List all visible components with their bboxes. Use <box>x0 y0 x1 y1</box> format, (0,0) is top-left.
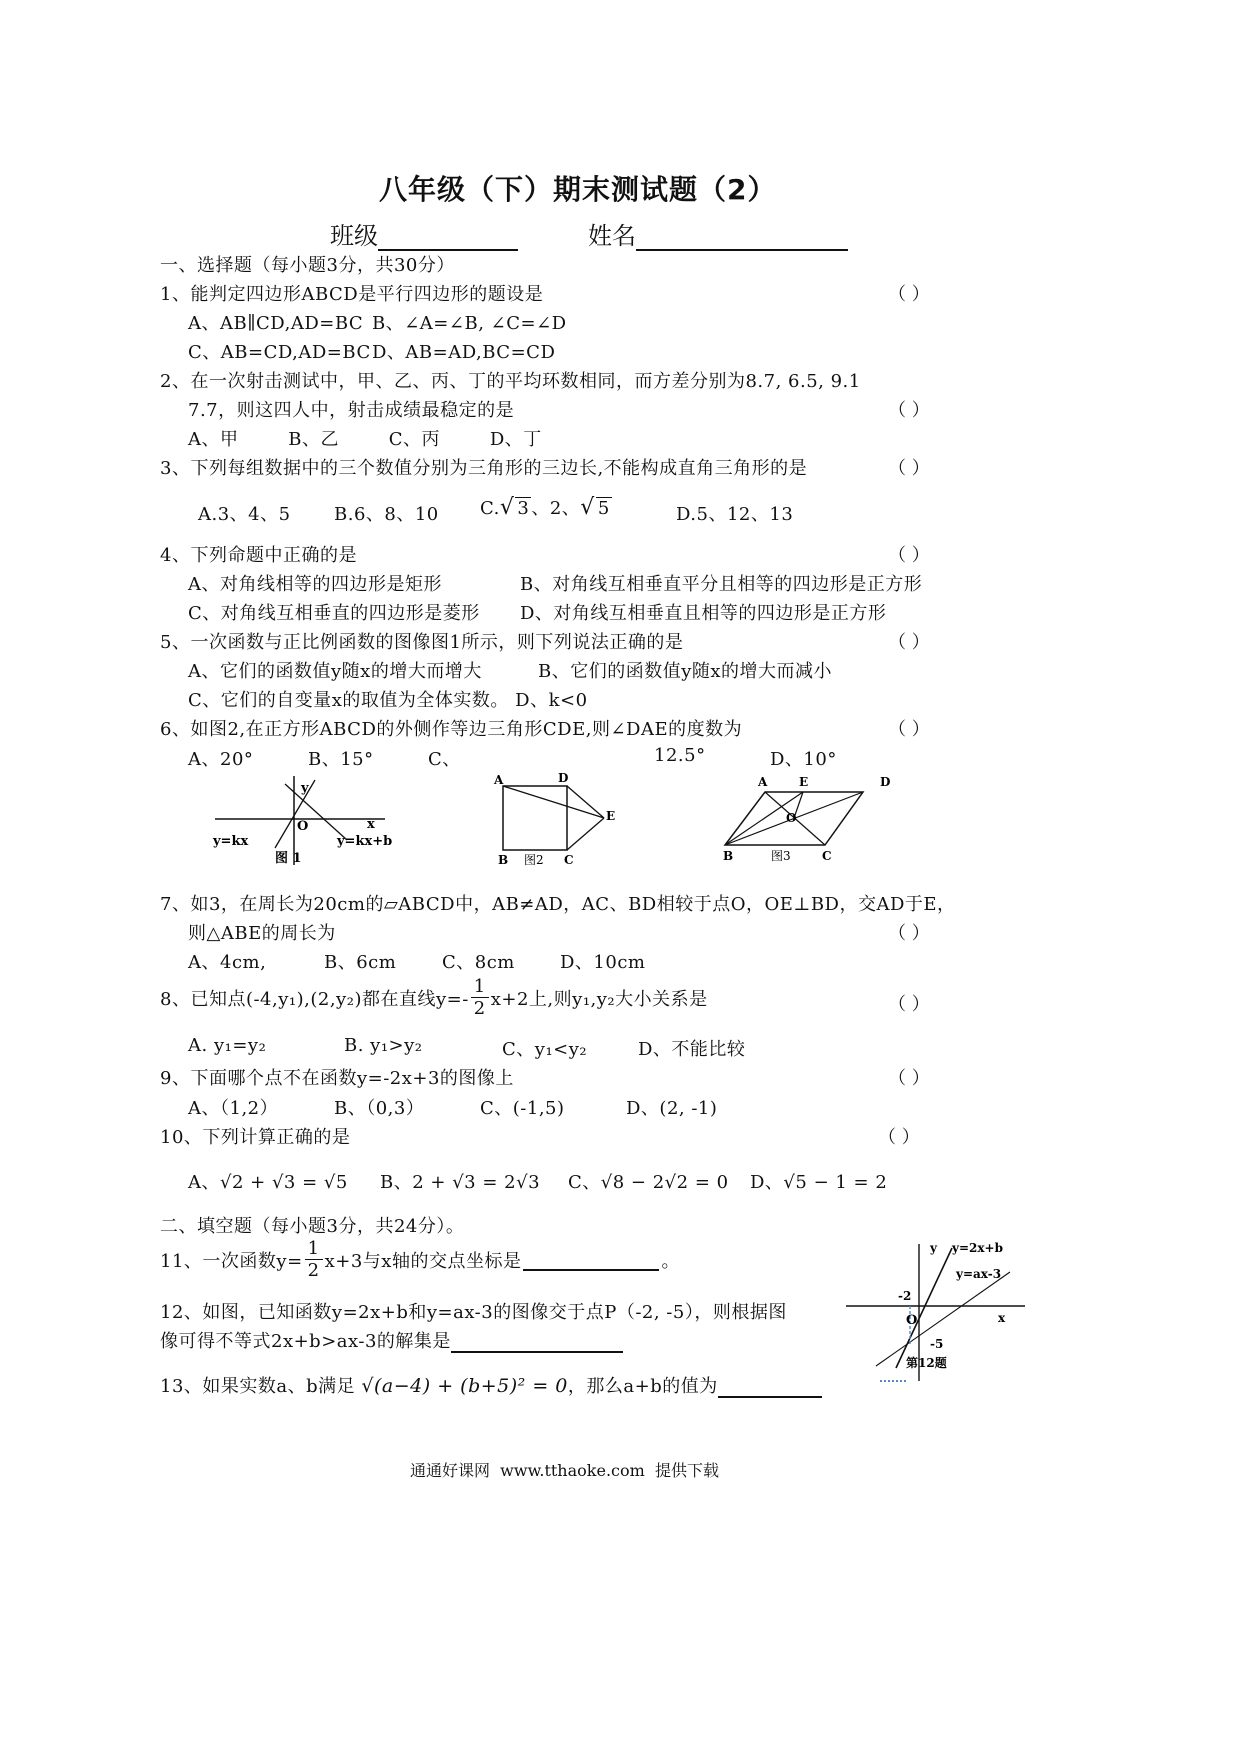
fig3-label-b: B <box>723 849 734 863</box>
q6-option-b: B、15° <box>308 749 374 770</box>
fig1-line-kxb: y=kx+b <box>337 834 393 849</box>
q4-option-d: D、对角线互相垂直且相等的四边形是正方形 <box>520 603 887 624</box>
q10-option-b: B、2 + √3 = 2√3 <box>380 1172 541 1193</box>
section-2-heading: 二、填空题（每小题3分，共24分）。 <box>160 1216 465 1237</box>
figure-3 <box>715 770 900 865</box>
fig2-label-c: C <box>564 853 574 867</box>
q7-option-c: C、8cm <box>442 952 515 973</box>
q6-stem: 6、如图2,在正方形ABCD的外侧作等边三角形CDE,则∠DAE的度数为 <box>160 719 743 740</box>
q8-denominator: 2 <box>473 998 486 1019</box>
q11-stem-post: x+3与x轴的交点坐标是 <box>324 1251 522 1272</box>
q7-option-d: D、10cm <box>560 952 646 973</box>
q5-option-a: A、它们的函数值y随x的增大而增大 <box>188 661 482 682</box>
fig2-label-d: D <box>558 771 569 785</box>
q8-answer-paren[interactable]: （ ） <box>888 994 930 1015</box>
q3-answer-paren[interactable]: （ ） <box>888 458 930 479</box>
q8-fraction <box>471 978 489 1018</box>
q7-option-b: B、6cm <box>324 952 397 973</box>
q3-option-d: D.5、12、13 <box>676 504 794 525</box>
q6-option-c: C、 <box>428 749 461 770</box>
fig12-y-label: y <box>930 1241 937 1255</box>
q11-stem-end: 。 <box>661 1251 680 1272</box>
q1-option-b: B、∠A=∠B, ∠C=∠D <box>372 313 567 334</box>
fig12-line-2xb: y=2x+b <box>952 1241 1003 1255</box>
class-label: 班级 <box>330 222 378 250</box>
section-1-heading: 一、选择题（每小题3分，共30分） <box>160 255 455 276</box>
q3-radicand-2: 5 <box>597 498 610 519</box>
q3-option-a: A.3、4、5 <box>198 504 291 525</box>
q4-answer-paren[interactable]: （ ） <box>888 545 930 566</box>
name-blank[interactable] <box>636 223 848 251</box>
class-field[interactable] <box>330 216 518 251</box>
q10-answer-paren[interactable]: （ ） <box>878 1127 920 1148</box>
q3-option-b: B.6、8、10 <box>334 504 439 525</box>
q6-option-c-value: 12.5° <box>654 745 706 766</box>
q5-option-cd: C、它们的自变量x的取值为全体实数。 D、k<0 <box>188 690 588 711</box>
q1-stem: 1、能判定四边形ABCD是平行四边形的题设是 <box>160 284 544 305</box>
q7-option-a: A、4cm, <box>188 952 267 973</box>
figure-q12 <box>840 1236 1035 1388</box>
q1-option-c: C、AB=CD,AD=BC <box>188 342 371 363</box>
q5-answer-paren[interactable]: （ ） <box>888 632 930 653</box>
q4-option-b: B、对角线互相垂直平分且相等的四边形是正方形 <box>520 574 923 595</box>
q9-option-a: A、（1,2） <box>188 1098 279 1119</box>
fig3-caption: 图3 <box>771 849 791 863</box>
fig1-y-label: y <box>301 781 309 796</box>
figure-2 <box>488 768 628 868</box>
q8-stem <box>160 978 708 1018</box>
fig2-label-b: B <box>498 853 509 867</box>
fig12-caption: 第12题 <box>906 1356 947 1370</box>
q2-answer-paren[interactable]: （ ） <box>888 400 930 421</box>
q13-stem <box>160 1372 822 1398</box>
q11-denominator: 2 <box>307 1260 320 1281</box>
q5-option-b: B、它们的函数值y随x的增大而减小 <box>538 661 833 682</box>
fig2-caption: 图2 <box>524 853 544 867</box>
name-label: 姓名 <box>588 222 636 250</box>
q11-fraction <box>305 1240 323 1280</box>
fig12-x-label: x <box>998 1311 1006 1325</box>
q1-option-a: A、AB∥CD,AD=BC <box>188 313 364 334</box>
q12-line1: 12、如图，已知函数y=2x+b和y=ax-3的图像交于点P（-2, -5），则根据图 <box>160 1302 787 1323</box>
fig12-line-ax3: y=ax-3 <box>956 1267 1002 1281</box>
q9-option-b: B、（0,3） <box>334 1098 425 1119</box>
fig2-label-a: A <box>494 773 504 787</box>
q6-answer-paren[interactable]: （ ） <box>888 719 930 740</box>
fig3-label-o: O <box>786 811 797 825</box>
q7-stem-line1: 7、如3，在周长为20cm的▱ABCD中，AB≠AD，AC、BD相较于点O，OE⊥BD，交AD于E， <box>160 894 956 915</box>
fig1-caption: 图 1 <box>275 851 302 866</box>
q9-stem: 9、下面哪个点不在函数y=-2x+3的图像上 <box>160 1068 514 1089</box>
q10-stem: 10、下列计算正确的是 <box>160 1127 351 1148</box>
fig12-origin: O <box>906 1313 918 1328</box>
footer-text: 通通好课网 www.tthaoke.com 提供下载 <box>410 1461 719 1480</box>
q13-expression: √(a−4) + (b+5)² = 0 <box>361 1375 568 1397</box>
q3-option-c: C.√ 3 、2、√ 5 <box>480 495 610 520</box>
q7-stem-line2: 则△ABE的周长为 <box>188 923 336 944</box>
fig3-label-c: C <box>822 849 832 863</box>
fig12-label-neg2: -2 <box>898 1289 912 1303</box>
q12-answer-blank[interactable] <box>451 1331 623 1353</box>
q11-stem <box>160 1240 680 1280</box>
fig1-origin: O <box>297 819 309 834</box>
q8-option-c: C、y₁<y₂ <box>502 1039 588 1060</box>
fig1-x-label: x <box>367 817 375 832</box>
q12-line2-text: 像可得不等式2x+b>ax-3的解集是 <box>160 1331 451 1352</box>
q2-stem-line1: 2、在一次射击测试中，甲、乙、丙、丁的平均环数相同，而方差分别为8.7, 6.5, 9.1 <box>160 371 861 392</box>
q2-stem-line2: 7.7，则这四人中，射击成绩最稳定的是 <box>188 400 515 421</box>
q8-option-b: B. y₁>y₂ <box>344 1035 423 1056</box>
q8-option-d: D、不能比较 <box>638 1039 746 1060</box>
q3-stem: 3、下列每组数据中的三个数值分别为三角形的三边长,不能构成直角三角形的是 <box>160 458 808 479</box>
q12-line2 <box>160 1327 623 1353</box>
q3-option-c-label: C. <box>480 498 500 519</box>
q4-option-a: A、对角线相等的四边形是矩形 <box>188 574 442 595</box>
q9-option-d: D、(2, -1) <box>626 1098 718 1119</box>
fig1-line-kx: y=kx <box>213 834 249 849</box>
q3-option-c-mid: 、2、 <box>531 498 581 519</box>
q10-option-a: A、√2 + √3 = √5 <box>188 1172 348 1193</box>
fig3-label-e: E <box>799 775 809 789</box>
q10-option-c: C、√8 − 2√2 = 0 <box>568 1172 729 1193</box>
fig3-label-a: A <box>758 775 768 789</box>
q9-answer-paren[interactable]: （ ） <box>888 1068 930 1089</box>
q13-answer-blank[interactable] <box>718 1376 822 1398</box>
q6-option-a: A、20° <box>188 749 254 770</box>
q6-option-d: D、10° <box>770 749 837 770</box>
q4-stem: 4、下列命题中正确的是 <box>160 545 357 566</box>
q8-stem-pre: 8、已知点(-4,y₁),(2,y₂)都在直线y=- <box>160 989 469 1010</box>
q8-numerator: 1 <box>471 978 489 998</box>
q11-numerator: 1 <box>305 1240 323 1260</box>
q8-option-a: A. y₁=y₂ <box>188 1035 267 1056</box>
figure-1 <box>205 770 425 870</box>
q4-option-c: C、对角线互相垂直的四边形是菱形 <box>188 603 480 624</box>
page-title: 八年级（下）期末测试题（2） <box>379 173 777 206</box>
q1-answer-paren[interactable]: （ ） <box>888 284 930 305</box>
q5-stem: 5、一次函数与正比例函数的图像图1所示，则下列说法正确的是 <box>160 632 684 653</box>
q13-stem-post: ，那么a+b的值为 <box>567 1376 718 1397</box>
q10-option-d: D、√5 − 1 = 2 <box>750 1172 888 1193</box>
class-blank[interactable] <box>378 223 518 251</box>
q11-answer-blank[interactable] <box>523 1249 659 1271</box>
fig2-label-e: E <box>606 809 616 823</box>
q7-answer-paren[interactable]: （ ） <box>888 923 930 944</box>
q13-stem-pre: 13、如果实数a、b满足 <box>160 1376 356 1397</box>
q1-option-d: D、AB=AD,BC=CD <box>372 342 556 363</box>
q11-stem-pre: 11、一次函数y= <box>160 1251 303 1272</box>
q3-radicand-1: 3 <box>517 498 530 519</box>
fig3-label-d: D <box>880 775 891 789</box>
q9-option-c: C、(-1,5) <box>480 1098 565 1119</box>
fig12-label-neg5: -5 <box>930 1337 944 1351</box>
q8-stem-post: x+2上,则y₁,y₂大小关系是 <box>490 989 708 1010</box>
q2-options: A、甲 B、乙 C、丙 D、丁 <box>188 429 542 450</box>
name-field[interactable] <box>588 216 848 251</box>
